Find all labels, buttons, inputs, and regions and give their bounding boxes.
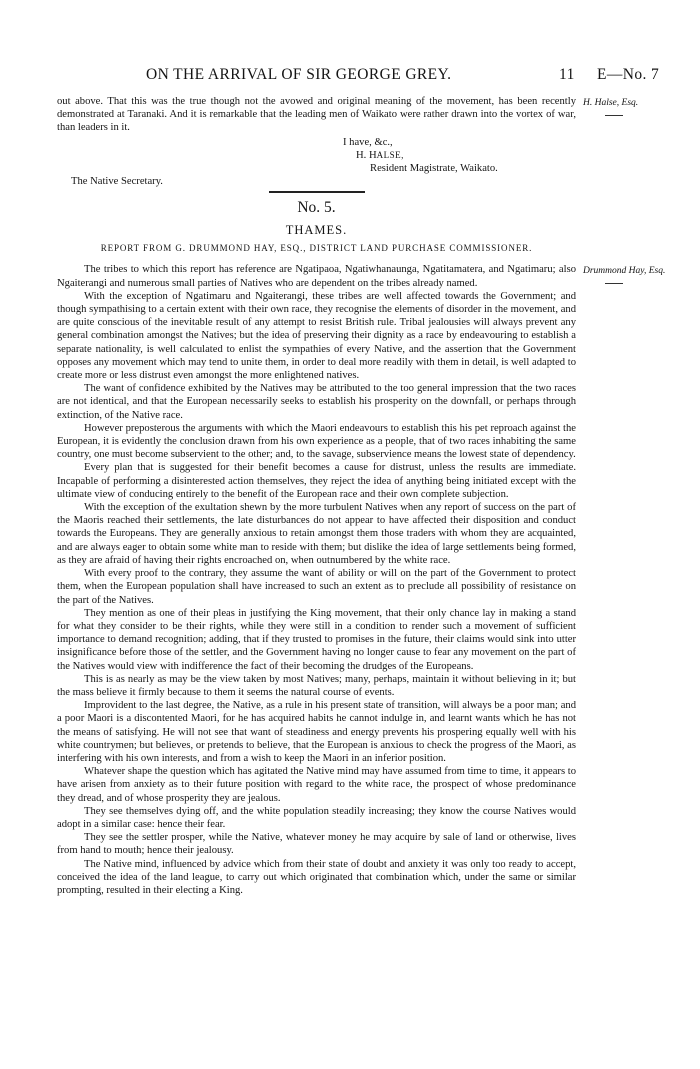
section-place: THAMES.: [285, 223, 348, 238]
signatory-title: Resident Magistrate, Waikato.: [370, 163, 498, 175]
addressee: The Native Secretary.: [71, 176, 163, 188]
paragraph: They mention as one of their pleas in justifying the King movement, that their only chance lay in making a stand for what they consider to be their rights, while they were still in a condition to render such a movement of sufficient importance to demand recognition; adding, that if they trusted to promises in the future, their claims would sink into utter insignificance before those of the settler, and the Government having no longer cause to fear any movement on the part of the Natives would view with indifference the fact of their becoming the drudges of the Europeans.: [57, 607, 576, 672]
signatory-name: [57, 149, 576, 162]
document-number: E—No. 7: [597, 66, 660, 83]
letter-signoff: [57, 136, 576, 189]
main-text: [57, 95, 576, 897]
name-initial: H. H: [356, 149, 377, 161]
side-note-hay: [583, 265, 683, 284]
page-number: 11: [559, 66, 575, 83]
paragraph: However preposterous the arguments with which the Maori endeavours to establish this his pet reproach against the European, it is evidently the conclusion drawn from his own experience as a people, that of two races inhabiting the same country, one must become subservient to the other; and, to the savage, subservience means the lowest state of dependency.: [57, 422, 576, 461]
paragraph: They see the settler prosper, while the Native, whatever money he may acquire by sale of land or otherwise, lives from hand to mouth; hence their jealousy.: [57, 832, 576, 857]
section-divider: [269, 191, 365, 193]
name-rest: ALSE,: [376, 149, 404, 160]
section-number: No. 5.: [297, 199, 336, 217]
paragraph: The tribes to which this report has reference are Ngatipaoa, Ngatiwhanaunga, Ngatitamatera, and Ngatimaru; also Ngaiterangi and numerous small parties of Natives who are dependent on the tribes already named.: [57, 264, 576, 289]
side-note-dash: [605, 283, 623, 284]
running-header: [0, 64, 700, 86]
paragraph: The want of confidence exhibited by the Natives may be attributed to the too general impression that the two races are not identical, and that the European necessarily seeks to establish his prosperity on the downfall, or perhaps through extinction, of the Native race.: [57, 383, 576, 421]
paragraph: Whatever shape the question which has agitated the Native mind may have assumed from time to time, it appears to have arisen from anxiety as to their future position with regard to the white race, the prospect of whose predominance they dread, and of whose prosperity they are jealous.: [57, 766, 576, 804]
paragraph: With every proof to the contrary, they assume the want of ability or will on the part of the Government to protect them, when the European population shall have increased to such an extent as to preclude all possibility of resistance on the part of the Natives.: [57, 568, 576, 606]
side-note-text: H. Halse, Esq.: [583, 98, 639, 108]
paragraph: They see themselves dying off, and the white population steadily increasing; they know the course Natives would adopt in a similar case: hence their fear.: [57, 805, 576, 830]
side-note-text: Drummond Hay, Esq.: [583, 266, 666, 276]
side-note-halse: [583, 97, 683, 116]
paragraph: With the exception of Ngatimaru and Ngaiterangi, these tribes are well affected towards the Government; and though sympathising to a certain extent with their own race, they recognise the elements of disorder in the movement, and are quite conscious of the inevitable result of any attempt to resist British rule. Tribal jealousies will always prevent any general combination amongst the Natives; but the idea of preserving their dignity as a race by endeavouring to establish a separate nationality, is well calculated to enlist the sympathies of every Native, and the assertion that the Government opposes any movement which may tend to unite them, in order to deal more readily with them in detail, is well adapted to create more or less distrust even amongst the more enlightened natives.: [57, 290, 576, 382]
side-note-dash: [605, 115, 623, 116]
paragraph: Improvident to the last degree, the Native, as a rule in his present state of transition, will always be a poor man; and a poor Maori is a discontented Maori, for he has acquired habits he cannot indulge in, and learnt wants which he has not the means of satisfying. He will not see that want of steadiness and energy prevents his prospering equally well with his white countrymen; but believes, or pretends to believe, that the European is anxious to check the progress of the Maori, as interfering with his own interests, and from a wish to keep the Maori in an inferior position.: [57, 700, 576, 764]
paragraph: out above. That this was the true though not the avowed and original meaning of the movement, has been recently demonstrated at Taranaki. And it is remarkable that the leading men of Waikato were rather drawn into the vortex of war, than leaders in it.: [57, 96, 576, 134]
paragraph: Every plan that is suggested for their benefit becomes a cause for distrust, unless the results are immediate. Incapable of performing a disinterested action themselves, they reject the idea of anything being initiated except with the ultimate view of conducing entirely to the benefit of the European race and their own complete subjection.: [57, 462, 576, 500]
paragraph: The Native mind, influenced by advice which from their state of doubt and anxiety it was only too ready to accept, conceived the idea of the land league, to carry out which originated that combination which, under the same or similar prompting, resulted in their electing a King.: [57, 858, 576, 896]
section-heading: REPORT FROM G. DRUMMOND HAY, ESQ., DISTRICT LAND PURCHASE COMMISSIONER.: [100, 243, 533, 254]
closing-line: I have, &c.,: [343, 136, 393, 148]
paragraph: This is as nearly as may be the view taken by most Natives; many, perhaps, maintain it without believing in it; but the mass believe it firmly because to them it seems the natural course of events.: [57, 673, 576, 698]
paragraph: With the exception of the exultation shewn by the more turbulent Natives when any report of success on the part of the Maoris reached their settlements, the late disturbances do not appear to have affected their disposition and conduct towards the Europeans. They are generally anxious to retain amongst them those traders with whom they are acquainted, and are always eager to obtain some white man to reside with them; but dislike the idea of large settlements being formed, as they are afraid of having their rights encroached on, when outnumbered by the white race.: [57, 502, 576, 566]
header-title: ON THE ARRIVAL OF SIR GEORGE GREY.: [146, 66, 452, 83]
